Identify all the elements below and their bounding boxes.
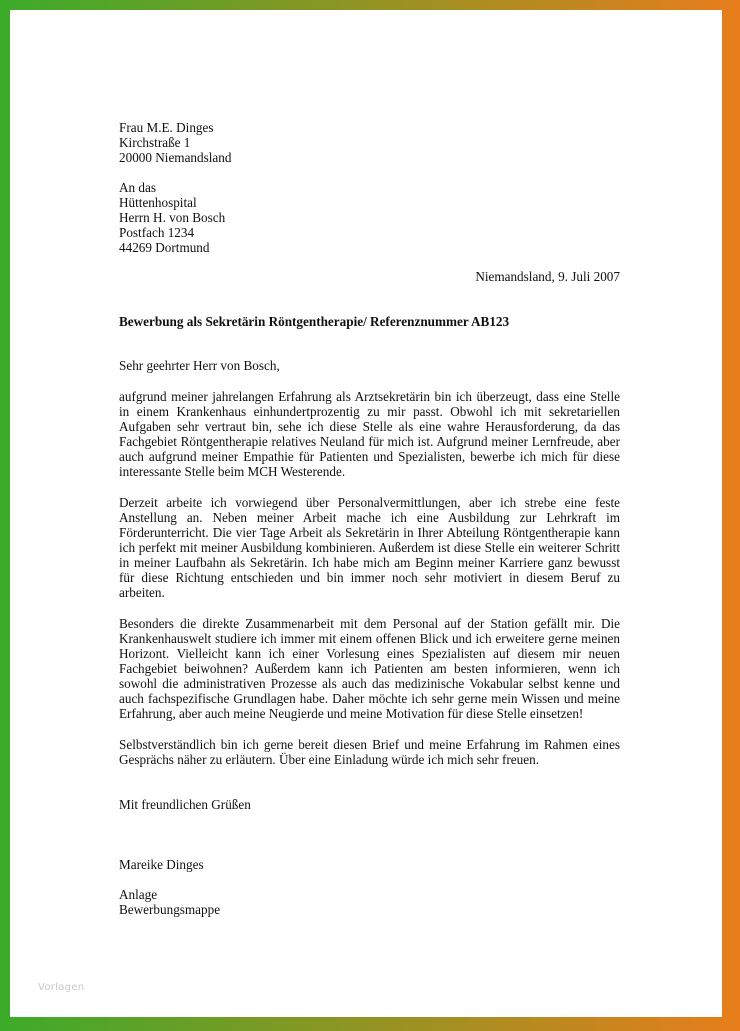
salutation: Sehr geehrter Herr von Bosch,	[119, 358, 280, 373]
sender-address: Frau M.E. Dinges Kirchstraße 1 20000 Niemandsland	[119, 120, 232, 165]
letter-body	[119, 120, 620, 917]
letter-subject: Bewerbung als Sekretärin Röntgentherapie/ Referenznummer AB123	[119, 314, 510, 329]
paragraph-1: aufgrund meiner jahrelangen Erfahrung als Arztsekretärin bin ich überzeugt, dass eine Stelle in einem Krankenhaus einhundertprozentig zu mir passt. Obwohl ich mit sekretariellen Aufgaben sehr vertraut bin, sehe ich diese Stelle als eine wahre Herausforderung, da das Fachgebiet Röntgentherapie relatives Neuland für mich ist. Aufgrund meiner Lernfreude, aber auch aufgrund meiner Empathie für Patienten und Spezialisten, bewerbe ich mich für diese interessante Stelle beim MCH Westerende.	[119, 389, 620, 479]
paragraph-4: Selbstverständlich bin ich gerne bereit diesen Brief und meine Erfahrung im Rahmen eines Gesprächs näher zu erläutern. Über eine Einladung würde ich mich sehr freuen.	[119, 737, 620, 767]
paragraph-2: Derzeit arbeite ich vorwiegend über Personalvermittlungen, aber ich strebe eine feste Anstellung an. Neben meiner Arbeit mache ich eine Ausbildung zur Lehrkraft im Förderunterricht. Die vier Tage Arbeit als Sekretärin in Ihrer Abteilung Röntgentherapie kann ich perfekt mit meiner Ausbildung kombinieren. Außerdem ist diese Stelle ein weiterer Schritt in meiner Laufbahn als Sekretärin. Ich habe mich am Beginn meiner Karriere ganz bewusst für diese Richtung entschieden und bin immer noch sehr motiviert in diesem Beruf zu arbeiten.	[119, 495, 620, 600]
closing-phrase: Mit freundlichen Grüßen	[119, 797, 251, 812]
paragraph-3: Besonders die direkte Zusammenarbeit mit dem Personal auf der Station gefällt mir. Die Krankenhauswelt studiere ich immer mit einem offenen Blick und ich erweitere gerne meinen Horizont. Vielleicht kann ich einer Vorlesung eines Spezialisten auf diesem mir neuen Fachgebiet beiwohnen? Außerdem kann ich Patienten am besten informieren, wenn ich sowohl die administrativen Prozesse als auch das medizinische Vokabular selbst kenne und auch fachspezifische Grundlagen habe. Daher möchte ich sehr gerne mein Wissen und meine Erfahrung, aber auch meine Neugierde und meine Motivation für diese Stelle einsetzen!	[119, 616, 620, 721]
enclosure-note: Anlage Bewerbungsmappe	[119, 887, 221, 917]
signature-name: Mareike Dinges	[119, 857, 204, 872]
letter-date: Niemandsland, 9. Juli 2007	[475, 269, 620, 284]
letter-page	[10, 10, 722, 1017]
watermark: Vorlagen	[38, 982, 85, 993]
recipient-address: An das Hüttenhospital Herrn H. von Bosch Postfach 1234 44269 Dortmund	[119, 180, 226, 255]
